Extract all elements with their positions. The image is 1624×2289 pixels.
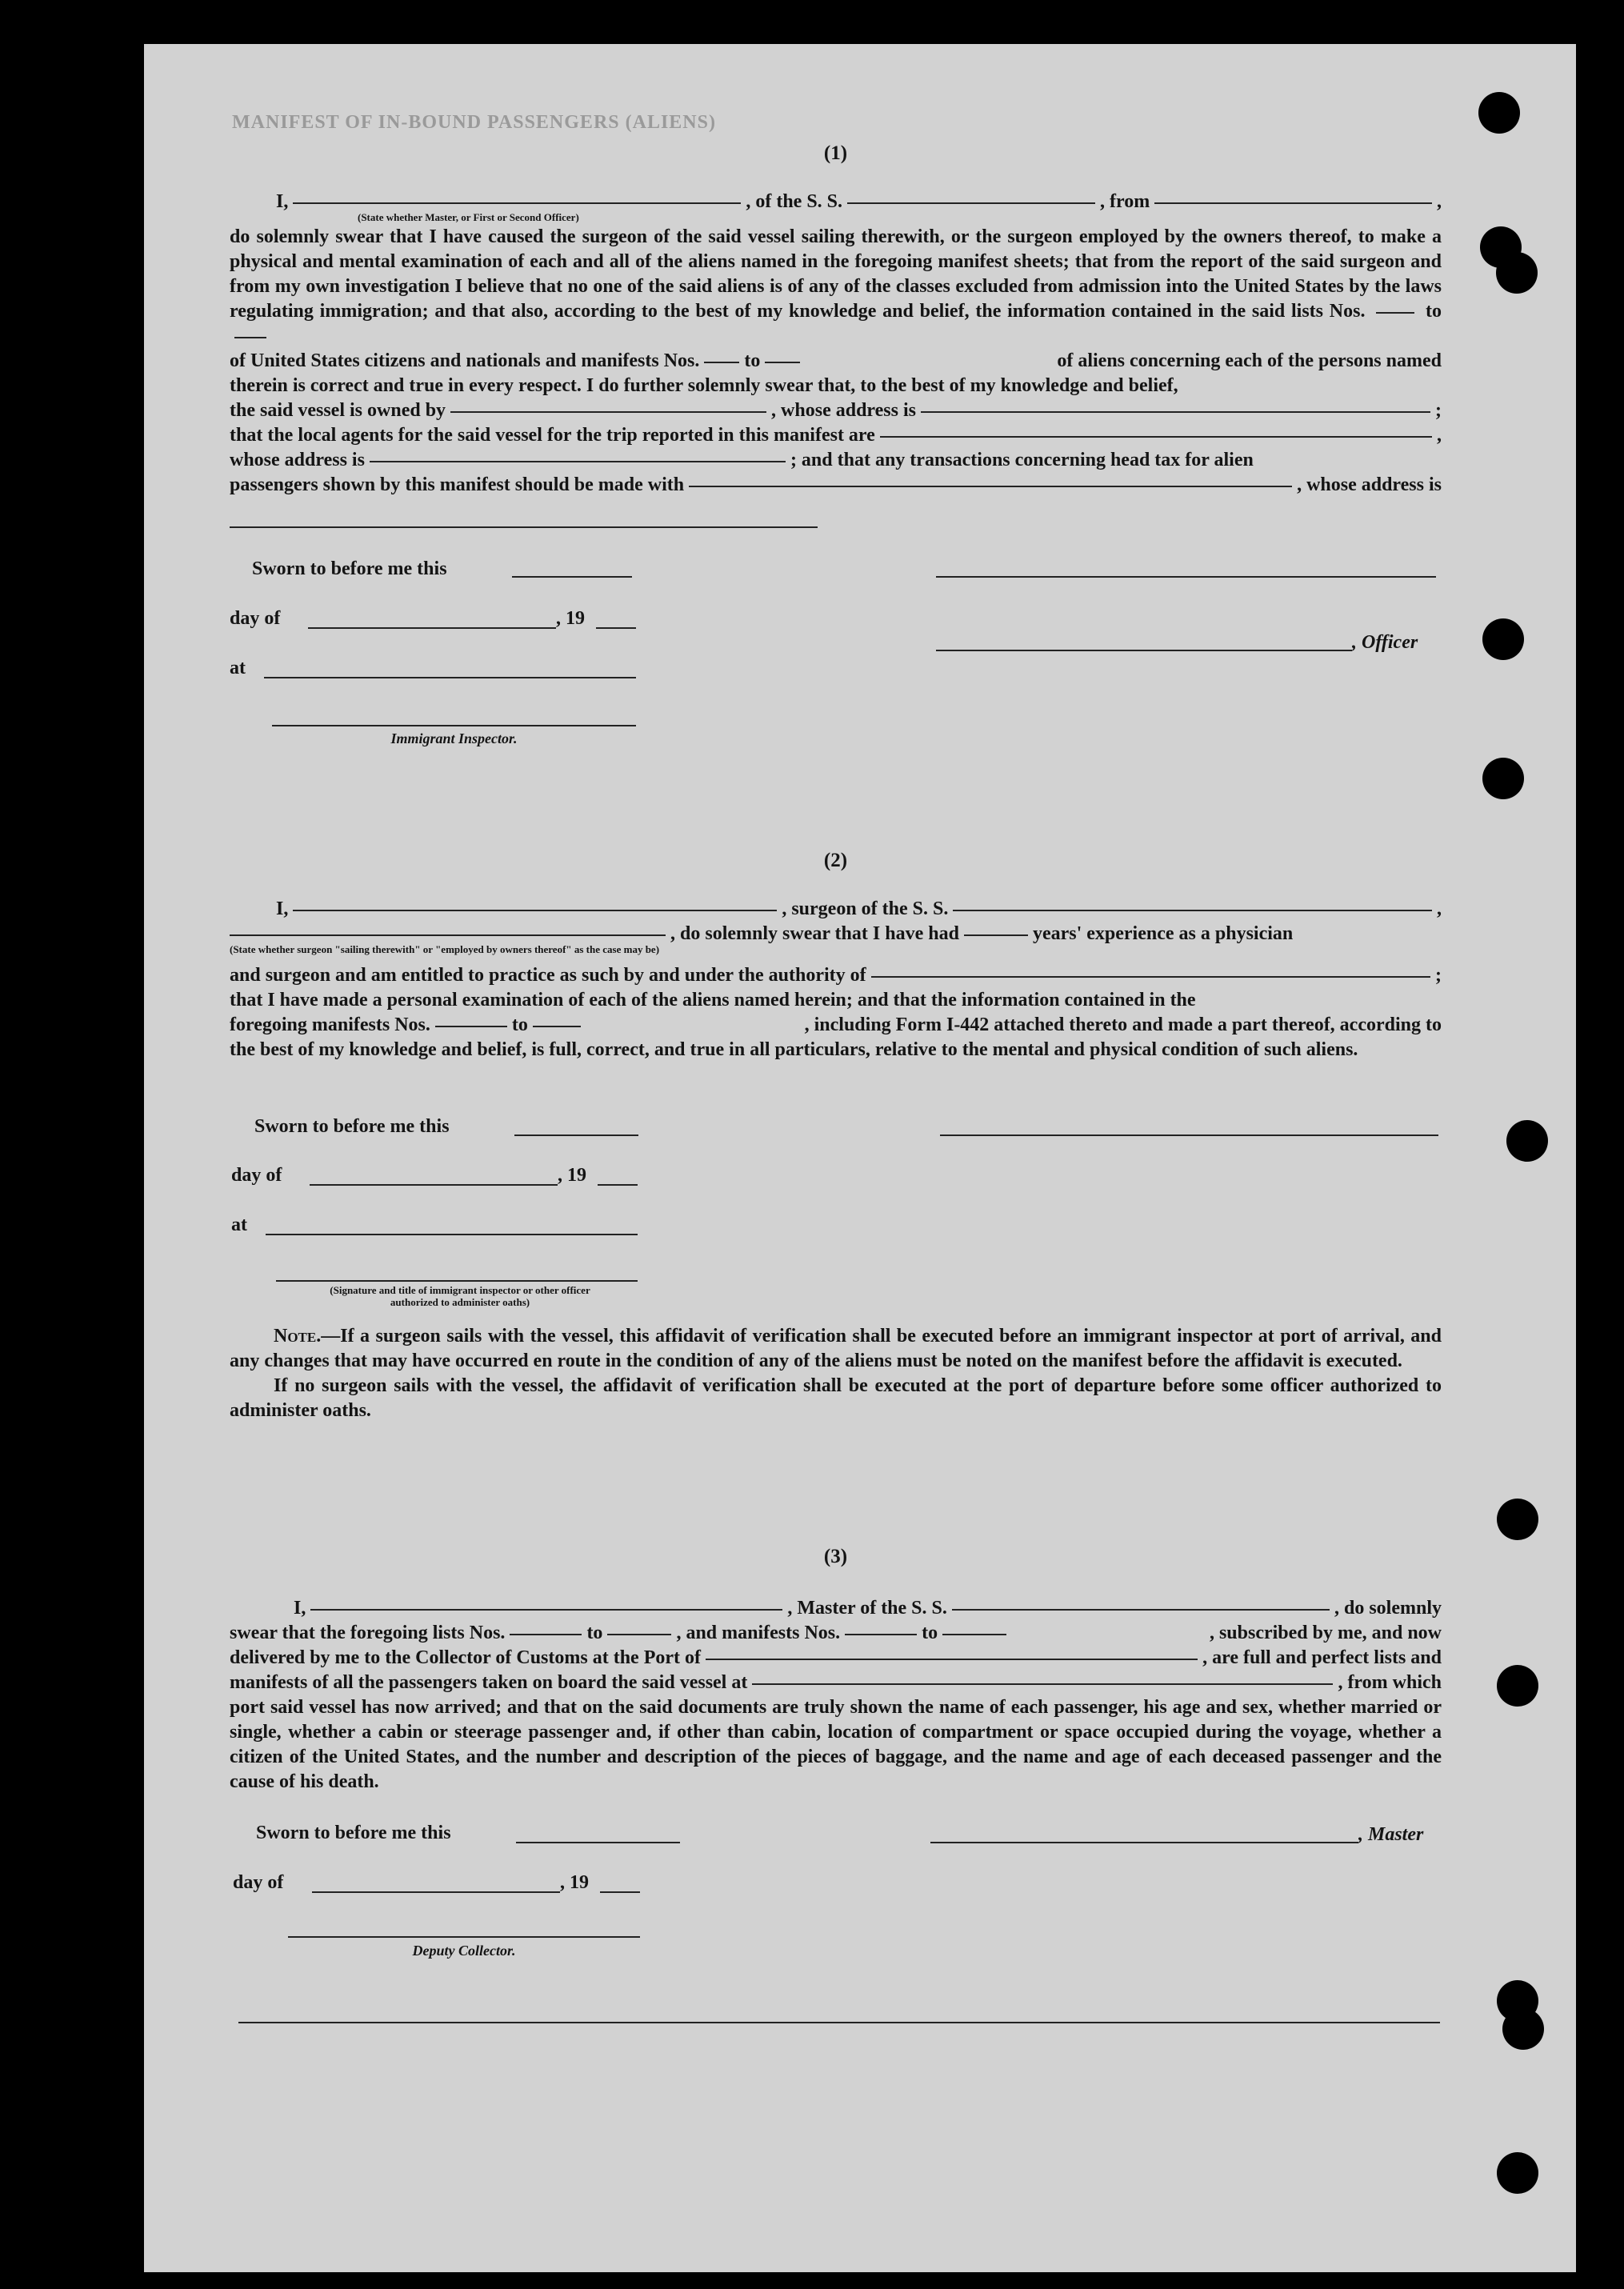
officer-signature-line[interactable]	[936, 576, 1436, 578]
punch-hole	[1482, 758, 1524, 799]
s2-sworn-place-field[interactable]	[266, 1234, 638, 1235]
vessel-name-field[interactable]	[847, 202, 1095, 204]
sworn-month-field[interactable]	[308, 627, 556, 629]
manifests-from-field[interactable]	[704, 362, 739, 363]
s2-sworn-month-field[interactable]	[310, 1184, 558, 1186]
agents-address-field[interactable]	[370, 461, 786, 462]
s3-manifests-from-field[interactable]	[845, 1634, 917, 1635]
sworn-day-field[interactable]	[512, 576, 632, 578]
punch-hole	[1502, 2008, 1544, 2050]
surgeon-note: (State whether surgeon "sailing therewith" or "employed by owners thereof" as the case may be)	[230, 943, 660, 955]
port-of-field[interactable]	[706, 1659, 1198, 1660]
sworn-year-field[interactable]	[596, 627, 636, 629]
punch-hole	[1482, 618, 1524, 660]
punch-hole	[1506, 1120, 1548, 1162]
lists-from-field[interactable]	[1376, 312, 1414, 314]
i-label: I,	[276, 191, 289, 212]
s3-lists-to-field[interactable]	[607, 1634, 671, 1635]
s3-lists-from-field[interactable]	[510, 1634, 582, 1635]
punch-hole	[1497, 1665, 1538, 1707]
surgeon-name-field[interactable]	[293, 910, 777, 911]
punch-hole	[1496, 252, 1538, 294]
from-port-field[interactable]	[1154, 202, 1432, 204]
master-vessel-field[interactable]	[952, 1609, 1330, 1611]
sworn-place-field[interactable]	[264, 677, 636, 678]
surgeon-status-field[interactable]	[230, 934, 666, 936]
s3-manifests-to-field[interactable]	[942, 1634, 1006, 1635]
master-signature-line[interactable]	[930, 1842, 1358, 1843]
owner-field[interactable]	[450, 411, 766, 413]
s3-sworn-day-field[interactable]	[516, 1842, 680, 1843]
surgeon-signature-line[interactable]	[940, 1134, 1438, 1136]
officer-name-field[interactable]	[293, 202, 741, 204]
from-label: , from	[1100, 191, 1150, 212]
manifests-to-field[interactable]	[765, 362, 800, 363]
local-agents-field[interactable]	[880, 436, 1432, 438]
s3-sworn-year-field[interactable]	[600, 1891, 640, 1893]
authority-field[interactable]	[871, 976, 1430, 978]
foregoing-to-field[interactable]	[533, 1026, 581, 1027]
s2-official-signature-line[interactable]	[276, 1280, 638, 1282]
section-2-note: Note.—If a surgeon sails with the vessel, this affidavit of verification shall be executed before an immigrant inspector at port of arrival, and any changes that may have occurred en route in the condition of any of the aliens must be noted on the manifest before the affidavit is executed. If no surgeon sails with the vessel, the affidavit of verification shall be executed at the port of departure before some officer authorized to administer oaths.	[230, 1326, 1442, 1421]
s2-sworn-day-field[interactable]	[514, 1134, 638, 1136]
section-2-number: (2)	[823, 850, 848, 871]
section-3: I, , Master of the S. S. , do solemnly swear that the foregoing lists Nos. to , and manifests Nos. to , subscribed by me, and now delivered by me to the Collector of Customs at the Port of , are full and perfect lists and manifests of all the passengers taken on board the said vessel at , from which port said vessel has now arrived; and that on the said documents are truly shown the name of each passenger, his age and sex, whether married or single, whether a cabin or steerage passenger and, if other than cabin, location of compartment or space occupied during the voyage, whether a citizen of the United States, and the number and description of the pieces of baggage, and the name and age of each deceased passenger and the cause of his death.	[230, 1598, 1442, 1792]
officer-note: (State whether Master, or First or Second Officer)	[358, 211, 579, 223]
bleed-through-header: MANIFEST OF IN-BOUND PASSENGERS (ALIENS)	[232, 112, 716, 133]
section-3-number: (3)	[823, 1546, 848, 1567]
section-1-body: do solemnly swear that I have caused the surgeon of the said vessel sailing therewith, or the surgeon employed by the owners thereof, to make a physical and mental examination of each and all of the aliens named in the foregoing manifest sheets; that from the report of the said surgeon and from my own investigation I believe that no one of the said aliens is of any of the classes excluded from admission into the United States by the laws regulating immigration; and that also, according to the best of my knowledge and belief, the information contained in the said lists Nos.	[230, 226, 1442, 322]
officer-title-line[interactable]	[936, 650, 1352, 651]
section-1-number: (1)	[823, 142, 848, 164]
punch-hole	[1497, 1499, 1538, 1540]
owner-address-field[interactable]	[921, 411, 1430, 413]
surgeon-vessel-field[interactable]	[953, 910, 1432, 911]
punch-hole	[1497, 2152, 1538, 2194]
years-experience-field[interactable]	[964, 934, 1028, 936]
foregoing-from-field[interactable]	[435, 1026, 507, 1027]
deputy-signature-line[interactable]	[288, 1936, 640, 1938]
s2-sworn-year-field[interactable]	[598, 1184, 638, 1186]
head-tax-contact-field[interactable]	[689, 486, 1292, 487]
bottom-rule	[238, 2022, 1440, 2023]
section-2: I, , surgeon of the S. S. , , do solemnly swear that I have had years' experience as a physician (State whether surgeon "sailing therewith" or "employed by owners thereof" as the case may be) and surgeon and am entitled to practice as such by and under the authority of ; that I have made a personal examination of each of the aliens named herein; and that the information contained in the foregoing manifests Nos. to , including Form I-442 attached thereto and made a part thereof, according to the best of my knowledge and belief, is full, correct, and true in all particulars, relative to the mental and physical condition of such aliens.	[230, 898, 1442, 1060]
master-name-field[interactable]	[310, 1609, 782, 1611]
of-ss-label: , of the S. S.	[746, 191, 843, 212]
lists-to-field[interactable]	[234, 337, 266, 338]
embarkation-port-field[interactable]	[752, 1683, 1333, 1685]
punch-hole	[1478, 92, 1520, 134]
contact-address-field[interactable]	[230, 526, 818, 528]
section-1: I, , of the S. S. , from , (State whether Master, or First or Second Officer) do solemnly swear that I have caused the surgeon of the said vessel sailing therewith, or the surgeon employed by the owners thereof, to make a physical and mental examination of each and all of the aliens named in the foregoing manifest sheets; that from the report of the said surgeon and from my own investigation I believe that no one of the said aliens is of any of the classes excluded from admission into the United States by the laws regulating immigration; and that also, according to the best of my knowledge and belief, the information contained in the said lists Nos. to of United States citizens and nationals and manifests Nos. to of aliens concerning each of the persons named therein is correct and true in every respect. I do further solemnly swear that, to the best of my knowledge and belief, the said vessel is owned by , whose address is ; that the local agents for the said vessel for the trip reported in this manifest are , whose address is ; and that any transactions concerning head tax for alien passengers shown by this manifest should be made with , whose address is	[230, 191, 1442, 495]
inspector-signature-line[interactable]	[272, 725, 636, 726]
s3-sworn-month-field[interactable]	[312, 1891, 560, 1893]
